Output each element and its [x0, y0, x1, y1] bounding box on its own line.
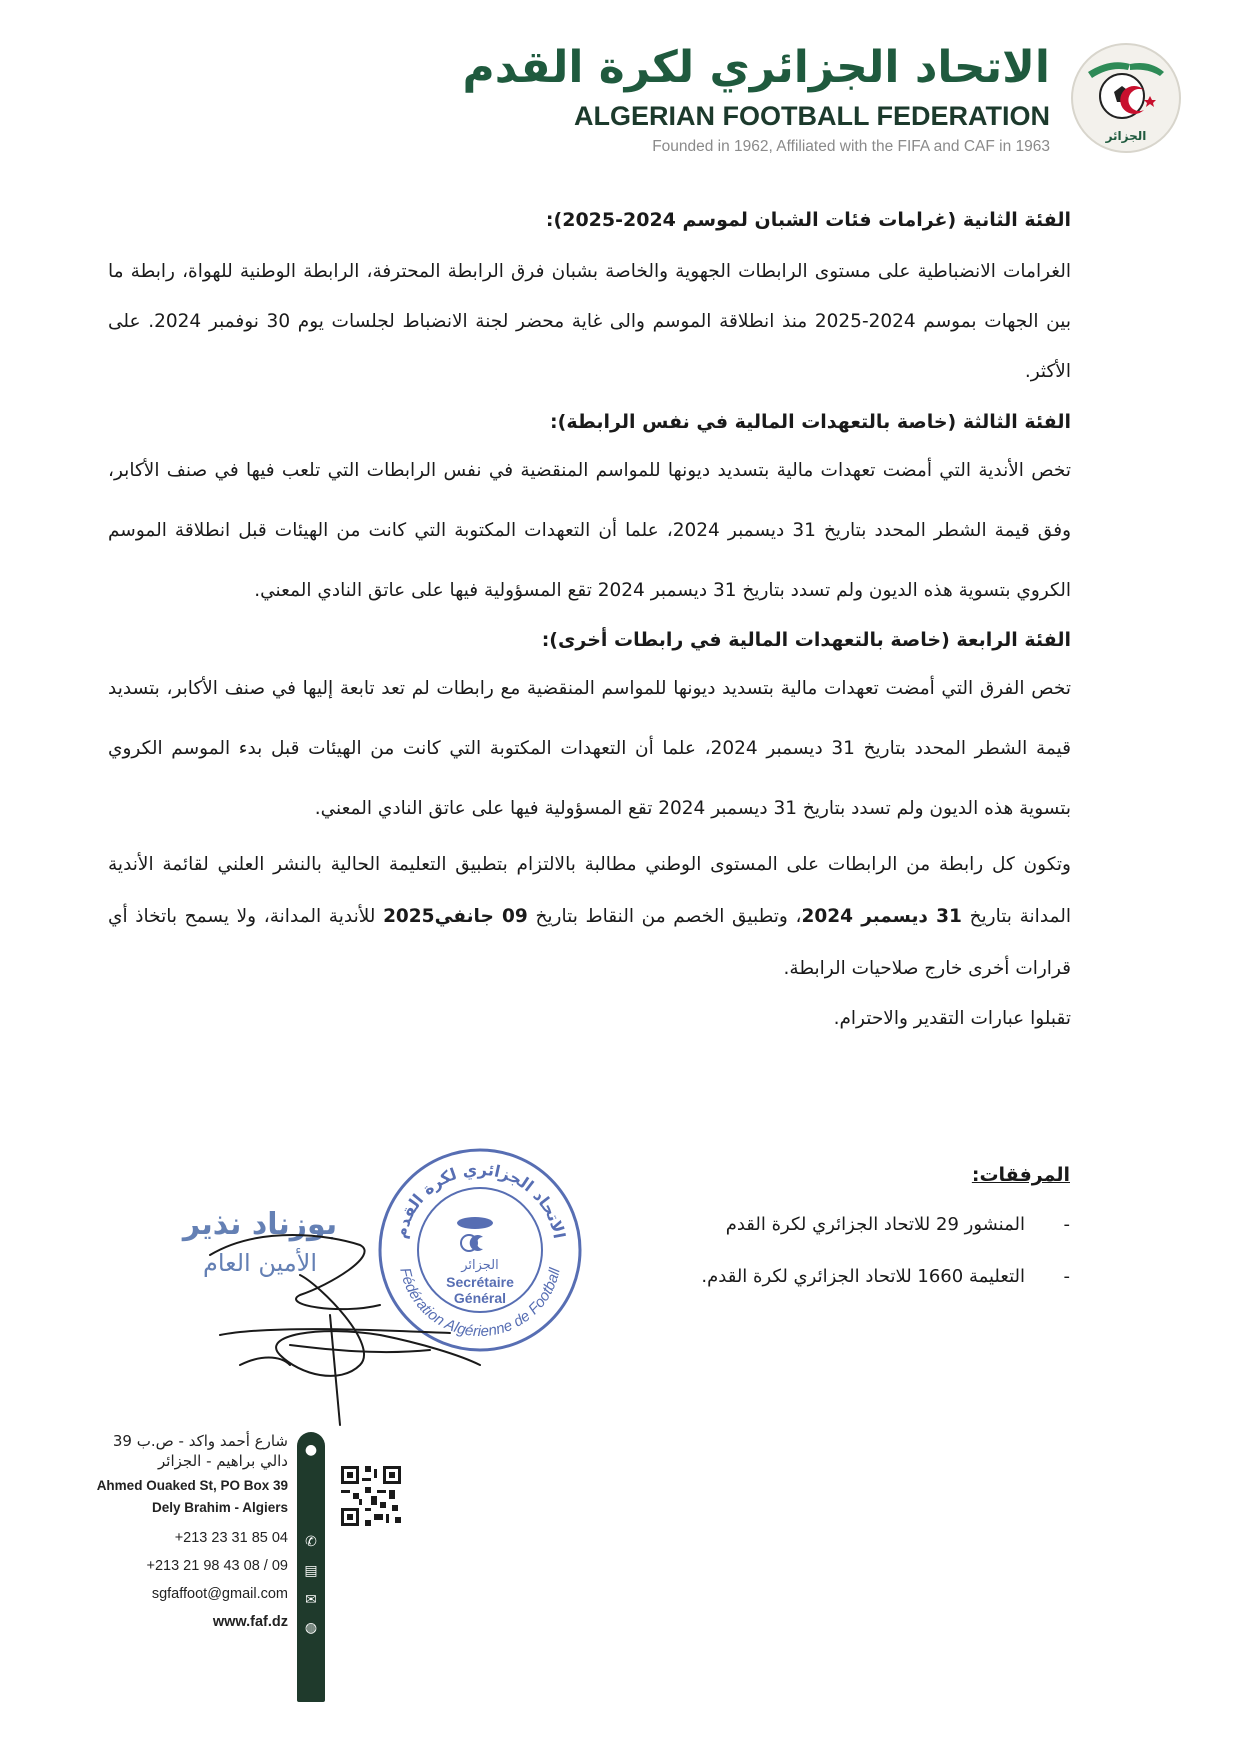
- final-date-2: 09 جانفي2025: [383, 906, 528, 927]
- logo-caption: الجزائر: [1105, 129, 1147, 143]
- category-4-text: تخص الفرق التي أمضت تعهدات مالية بتسديد ديونها للمواسم المنقضية مع رابطات لم تعد تابعة إليها في صنف الأكابر، بتسديد قيمة الشطر المحدد بتاريخ 31 ديسمبر 2024، علما أن التعهدات المكتوبة التي كانت من الهيئات قبل بدء الموسم الكروي بتسوية هذه الديون ولم تسدد بتاريخ 31 ديسمبر 2024 تقع المسؤولية فيها على عاتق النادي المعني.: [108, 678, 1071, 819]
- location-pin-icon: ●: [304, 1442, 318, 1458]
- attachments-section: [570, 1160, 1070, 1314]
- attachment-text: المنشور 29 للاتحاد الجزائري لكرة القدم: [725, 1214, 1025, 1235]
- web-globe-icon: ◍: [304, 1620, 318, 1636]
- federation-name-ar: الاتحاد الجزائري لكرة القدم: [462, 42, 1050, 93]
- final-text-e: للأندية المدانة، ولا يسمح باتخاذ أي قرارات أخرى خارج صلاحيات الرابطة.: [108, 906, 1071, 979]
- stamp-outer-ar: الاتحاد الجزائري لكرة القدم: [390, 1159, 570, 1241]
- category-2-heading: الفئة الثانية (غرامات فئات الشبان لموسم 2024-2025):: [545, 209, 1071, 231]
- footer-fax: +213 21 98 43 08 / 09: [146, 1558, 288, 1574]
- category-2-text: الغرامات الانضباطية على مستوى الرابطات الجهوية والخاصة بشبان فرق الرابطة المحترفة، الرابطة الوطنية للهواة، رابطة ما بين الجهات بموسم 2024-2025 منذ انطلاقة الموسم والى غاية محضر لجنة الانضباط لجلسات يوم 30 نوفمبر 2024. على الأكثر.: [108, 261, 1071, 382]
- phone-icon: ✆: [305, 1534, 317, 1550]
- handwritten-signature: [180, 1215, 490, 1435]
- attachments-title: المرفقات:: [971, 1164, 1070, 1186]
- attachment-item: [570, 1210, 1070, 1240]
- stamp-center-ar: الجزائر: [461, 1258, 499, 1273]
- closing-line: تقبلوا عبارات التقدير والاحترام.: [833, 1008, 1071, 1029]
- federation-subtitle: Founded in 1962, Affiliated with the FIFA and CAF in 1963: [652, 138, 1050, 155]
- category-3-text: تخص الأندية التي أمضت تعهدات مالية بتسديد ديونها للمواسم المنقضية في نفس الرابطات التي تلعب فيها في صنف الأكابر، وفق قيمة الشطر المحدد بتاريخ 31 ديسمبر 2024، علما أن التعهدات المكتوبة التي كانت من الهيئات قبل انطلاقة الموسم الكروي بتسوية هذه الديون ولم تسدد بتاريخ 31 ديسمبر 2024 تقع المسؤولية فيها على عاتق النادي المعني.: [108, 460, 1071, 601]
- stamp-center-fr-1: Secrétaire: [446, 1274, 514, 1290]
- category-3-heading: الفئة الثالثة (خاصة بالتعهدات المالية في نفس الرابطة):: [550, 411, 1071, 433]
- signatory-name: بوزناد نذير: [182, 1207, 338, 1242]
- letterhead: [462, 40, 1050, 156]
- attachment-dash: -: [1063, 1266, 1070, 1287]
- final-text-a: وتكون كل رابطة من الرابطات على المستوى الوطني مطالبة بالالتزام بتطبيق التعليمة الحالية بالنشر العلني لقائمة الأندية المدانة بتاريخ: [108, 854, 1072, 927]
- address-en-line-1: Ahmed Ouaked St, PO Box 39: [96, 1478, 288, 1493]
- faf-logo-icon: [1070, 42, 1182, 154]
- fax-icon: ▤: [304, 1563, 318, 1579]
- email-icon: ✉: [305, 1592, 317, 1608]
- final-text-c: ، وتطبيق الخصم من النقاط بتاريخ: [527, 906, 802, 927]
- attachment-item: [570, 1262, 1070, 1292]
- federation-name-en: ALGERIAN FOOTBALL FEDERATION: [574, 101, 1050, 131]
- stamp-center-fr-2: Général: [453, 1290, 507, 1306]
- category-4-heading: الفئة الرابعة (خاصة بالتعهدات المالية في رابطات أخرى):: [541, 629, 1071, 651]
- letter-body: [108, 205, 1071, 1043]
- qr-code-icon: [341, 1466, 401, 1526]
- address-ar-line-1: شارع أحمد واكد - ص.ب 39: [112, 1432, 288, 1450]
- footer-address: [97, 1431, 288, 1519]
- address-en-line-2: Dely Brahim - Algiers: [151, 1500, 288, 1515]
- final-paragraph: [108, 839, 1071, 995]
- stamp-outer-fr: Fédération Algérienne de Football: [396, 1266, 564, 1341]
- footer-contact-bar: [297, 1432, 325, 1702]
- address-ar-line-2: دالي براهيم - الجزائر: [158, 1452, 288, 1470]
- footer-phone: +213 23 31 85 04: [174, 1530, 288, 1546]
- footer-website[interactable]: www.faf.dz: [212, 1614, 288, 1630]
- attachment-text: التعليمة 1660 للاتحاد الجزائري لكرة القدم.: [701, 1266, 1025, 1287]
- signatory-role: الأمين العام: [202, 1249, 318, 1277]
- footer-email[interactable]: sgfaffoot@gmail.com: [151, 1586, 288, 1602]
- final-date-1: 31 ديسمبر 2024: [801, 906, 962, 927]
- attachment-dash: -: [1063, 1214, 1070, 1235]
